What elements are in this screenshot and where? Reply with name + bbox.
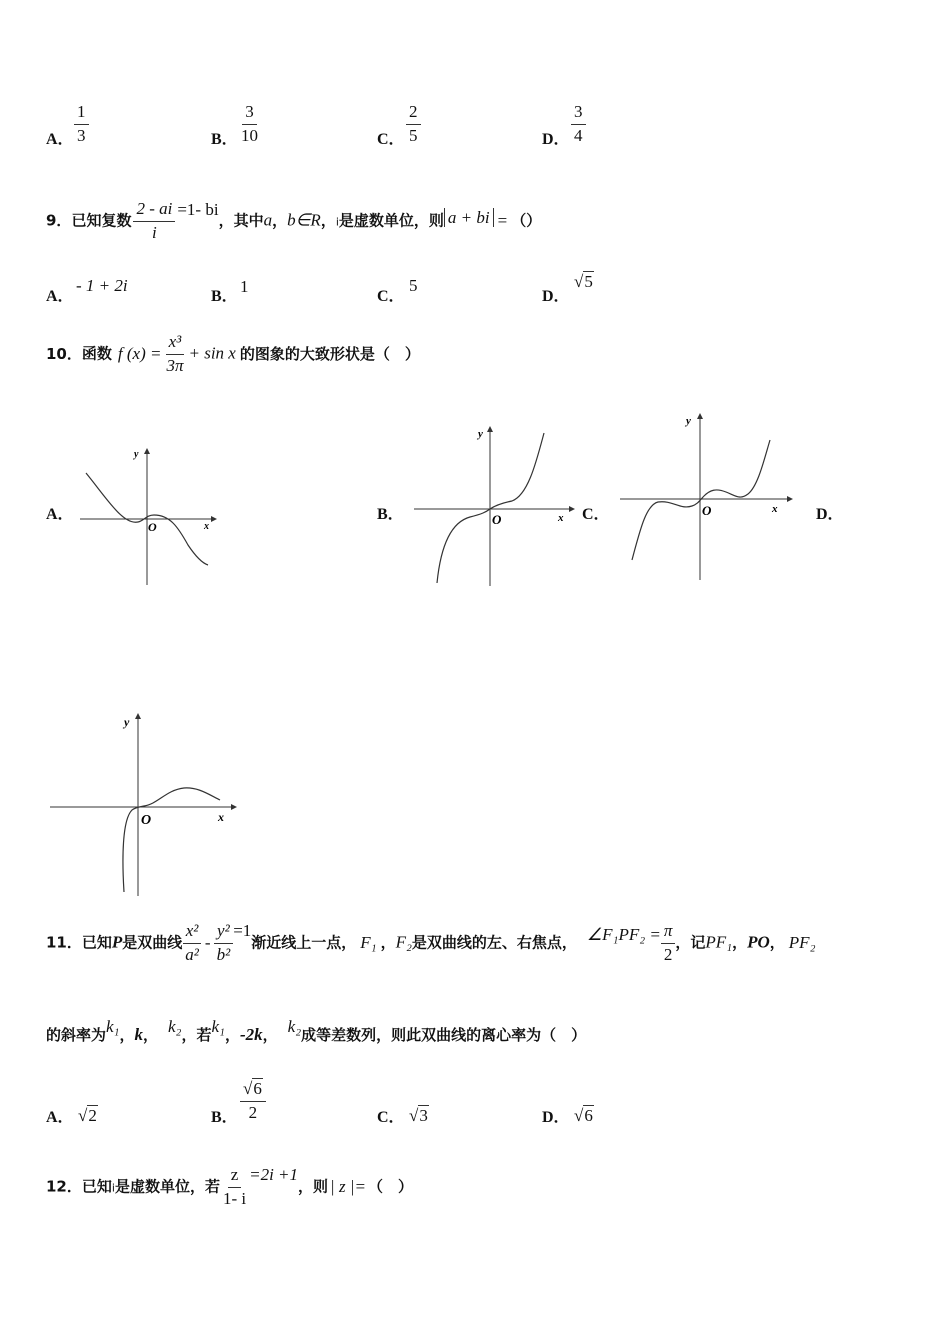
q9-option-d-value: √5 xyxy=(574,272,593,291)
graph-c-origin-label: O xyxy=(702,503,712,518)
q10-option-c-label: C． xyxy=(582,506,610,523)
q9-option-a-value: - 1 + 2i xyxy=(76,276,128,295)
q11-option-a-label: A． xyxy=(46,1109,74,1126)
graph-b-y-label: y xyxy=(478,428,483,440)
graph-b xyxy=(410,423,575,588)
graph-a-origin-label: O xyxy=(148,520,157,534)
graph-d-y-label: y xyxy=(124,715,130,729)
q11-stem-line2: 的斜率为k₁，k， k₂，若k₁，-2k， k₂成等差数列，则此双曲线的离心率为（ ） xyxy=(46,1017,587,1044)
graph-a-y-label: y xyxy=(134,449,139,460)
graph-a-x-label: x xyxy=(204,521,209,532)
graph-d xyxy=(48,710,238,900)
q9-option-c-label: C． xyxy=(377,288,405,305)
q8-option-c-label: C． xyxy=(377,131,405,148)
q11-option-d-label: D． xyxy=(542,1109,570,1126)
q9-option-b-label: B． xyxy=(211,288,238,305)
q11-stem-line1: 11．已知P是双曲线 $\frac{\text{x²}}{\text{a²}}$ - $\frac{\text{y²}}{\text{b²}}$ =1渐近线上一点， F₁ ，F₂是双曲线的左、右焦点， ∠F₁PF₂ = $\frac{\pi}{2}$ ，记PF₁，PO， PF₂ xyxy=(46,920,816,964)
q11-option-a-value: √2 xyxy=(78,1106,97,1125)
q11-option-d-value: √6 xyxy=(574,1106,593,1125)
q11-option-b-value: $\frac{√6}{2}$ xyxy=(240,1080,266,1122)
q11-option-c-value: √3 xyxy=(409,1106,428,1125)
q10-option-d-label: D． xyxy=(816,506,844,523)
q9-option-d-label: D． xyxy=(542,288,570,305)
graph-c-curve xyxy=(632,440,770,560)
q8-option-c-value: $\frac{2}{5}$ xyxy=(406,103,421,145)
q10-stem: 10．函数 f (x) = $\frac{\text{x³}}{3\pi}$ + sin x 的图象的大致形状是（ ） xyxy=(46,332,420,375)
q8-option-a-value: $\frac{1}{3}$ xyxy=(74,103,89,145)
q10-option-b-label: B． xyxy=(377,506,404,523)
q12-stem: 12．已知i是虚数单位，若 $\frac{z}{1- i}$ =2i +1，则 | z |= （ ） xyxy=(46,1164,413,1208)
q10-option-a-label: A． xyxy=(46,506,74,523)
graph-c xyxy=(618,410,793,585)
q8-option-b-label: B． xyxy=(211,131,238,148)
graph-a xyxy=(78,445,218,590)
q9-option-a-label: A． xyxy=(46,288,74,305)
q8-option-b-value: $\frac{3}{10}$ xyxy=(241,102,258,145)
q9-option-c-value: 5 xyxy=(409,276,418,295)
q8-option-d-label: D． xyxy=(542,131,570,148)
graph-b-origin-label: O xyxy=(492,512,502,527)
q11-option-c-label: C． xyxy=(377,1109,405,1126)
graph-b-x-label: x xyxy=(558,512,564,524)
q11-option-b-label: B． xyxy=(211,1109,238,1126)
q9-option-b-value: 1 xyxy=(240,277,249,296)
q8-option-a-label: A． xyxy=(46,131,74,148)
q8-option-d-value: $\frac{3}{4}$ xyxy=(571,103,586,145)
graph-c-x-label: x xyxy=(772,503,778,515)
graph-d-x-label: x xyxy=(218,810,224,824)
q9-stem: 9．已知复数 $\frac{2 - ai}{i}$ =1- bi，其中a，b∈R，i是虚数单位，则 a + bi = （） xyxy=(46,199,542,242)
graph-c-y-label: y xyxy=(686,415,691,427)
graph-d-origin-label: O xyxy=(141,813,152,828)
